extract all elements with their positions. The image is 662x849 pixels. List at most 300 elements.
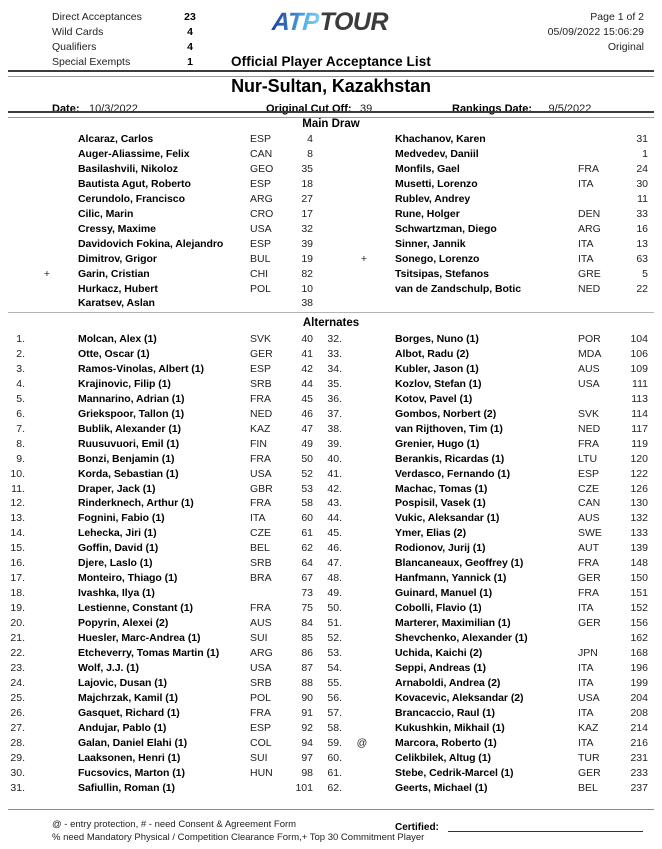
player-country: ESP (250, 177, 272, 190)
player-row (0, 782, 662, 797)
player-index: 25. (10, 691, 25, 704)
player-country: SUI (250, 751, 268, 764)
player-country: FRA (250, 602, 271, 615)
player-index: 33. (327, 347, 342, 360)
player-rank: 120 (630, 452, 648, 465)
player-index: 42. (327, 482, 342, 495)
player-row (0, 297, 662, 312)
player-name: Wolf, J.J. (1) (78, 661, 139, 674)
player-index: 27. (10, 721, 25, 734)
player-index: 59. (327, 736, 342, 749)
player-country: POR (578, 333, 601, 345)
player-row (0, 133, 662, 148)
player-rank: 82 (301, 267, 313, 280)
player-index: 8. (16, 437, 25, 450)
revision-label: Original (607, 41, 644, 53)
player-country: USA (250, 222, 272, 235)
player-country: ESP (250, 362, 272, 375)
player-rank: 104 (630, 333, 648, 345)
player-rank: 85 (301, 632, 313, 644)
player-index: 60. (327, 751, 342, 764)
stat-label-direct-acceptances: Direct Acceptances (52, 11, 142, 23)
player-rank: 101 (295, 781, 313, 794)
player-row (0, 408, 662, 423)
player-rank: 38 (301, 297, 313, 310)
player-rank: 30 (636, 177, 648, 190)
player-index: 39. (327, 437, 342, 450)
player-index: 53. (327, 646, 342, 659)
section-header-alternates: Alternates (302, 317, 360, 329)
certified-label: Certified: (395, 822, 439, 833)
player-rank: 162 (630, 632, 648, 644)
stat-value-direct-acceptances: 23 (184, 11, 196, 23)
player-name: Ivashka, Ilya (1) (78, 587, 155, 600)
logo-atp-text: ATP (271, 7, 320, 36)
player-country: GEO (250, 162, 274, 175)
player-index: 10. (10, 467, 25, 480)
player-index: 51. (327, 617, 342, 630)
player-index: 35. (327, 377, 342, 390)
player-name: Medvedev, Daniil (395, 147, 479, 160)
player-name: Etcheverry, Tomas Martin (1) (78, 646, 220, 659)
player-index: 3. (16, 362, 25, 375)
player-name: Griekspoor, Tallon (1) (78, 407, 185, 420)
player-country: USA (578, 377, 600, 390)
player-name: Geerts, Michael (1) (395, 781, 488, 794)
player-index: 43. (327, 497, 342, 510)
player-rank: 47 (301, 422, 313, 435)
player-name: Schwartzman, Diego (395, 222, 497, 235)
player-country: FRA (578, 557, 599, 570)
player-name: Kukushkin, Mikhail (1) (395, 721, 505, 734)
player-row (0, 752, 662, 767)
player-rank: 17 (301, 207, 313, 220)
player-name: Lestienne, Constant (1) (78, 602, 193, 615)
player-rank: 24 (636, 162, 648, 175)
player-country: CZE (250, 527, 271, 540)
player-country: USA (250, 661, 272, 674)
player-country: MDA (578, 347, 602, 360)
player-country: BEL (578, 781, 598, 794)
player-name: Gasquet, Richard (1) (78, 706, 180, 719)
player-country: BUL (250, 252, 271, 265)
player-country: BEL (250, 542, 270, 555)
player-country: SVK (250, 333, 272, 345)
player-rank: 109 (630, 362, 648, 375)
player-country: FRA (578, 437, 599, 450)
player-country: SUI (250, 632, 268, 644)
player-name: Rune, Holger (395, 207, 460, 220)
player-row (0, 632, 662, 647)
section-header-main-draw: Main Draw (302, 118, 360, 130)
player-country: KAZ (578, 721, 599, 734)
player-row (0, 662, 662, 677)
player-name: Seppi, Andreas (1) (395, 661, 486, 674)
player-country: SVK (578, 407, 600, 420)
player-name: Laaksonen, Henri (1) (78, 751, 181, 764)
player-index: 29. (10, 751, 25, 764)
player-name: Davidovich Fokina, Alejandro (78, 237, 224, 250)
player-rank: 130 (630, 497, 648, 510)
player-rank: 63 (636, 252, 648, 265)
player-rank: 19 (301, 252, 313, 265)
player-name: Alcaraz, Carlos (78, 133, 154, 145)
player-rank: 44 (301, 377, 313, 390)
player-rank: 168 (630, 646, 648, 659)
player-rank: 94 (301, 736, 313, 749)
player-rank: 13 (636, 237, 648, 250)
player-row (0, 587, 662, 602)
player-country: ITA (578, 736, 594, 749)
player-name: Bautista Agut, Roberto (78, 177, 191, 190)
player-index: 7. (16, 422, 25, 435)
player-name: Garin, Cristian (78, 267, 150, 280)
player-row (0, 223, 662, 238)
player-rank: 148 (630, 557, 648, 570)
player-row (0, 647, 662, 662)
player-row (0, 512, 662, 527)
player-index: 49. (327, 587, 342, 600)
player-rank: 18 (301, 177, 313, 190)
player-rank: 92 (301, 721, 313, 734)
player-name: Bublik, Alexander (1) (78, 422, 182, 435)
player-name: Kubler, Jason (1) (395, 362, 479, 375)
player-name: Borges, Nuno (1) (395, 333, 479, 345)
player-name: Basilashvili, Nikoloz (78, 162, 178, 175)
player-rank: 16 (636, 222, 648, 235)
player-country: HUN (250, 766, 273, 779)
player-country: NED (578, 282, 601, 295)
player-name: Hurkacz, Hubert (78, 282, 158, 295)
player-row (0, 483, 662, 498)
player-index: 30. (10, 766, 25, 779)
player-row (0, 148, 662, 163)
player-country: ARG (578, 222, 601, 235)
player-rank: 150 (630, 572, 648, 585)
player-rank: 1 (642, 147, 648, 160)
player-name: Rodionov, Jurij (1) (395, 542, 486, 555)
player-row (0, 178, 662, 193)
player-index: 23. (10, 661, 25, 674)
player-row (0, 542, 662, 557)
player-name: Celikbilek, Altug (1) (395, 751, 491, 764)
player-country: CAN (578, 497, 601, 510)
player-country: AUS (578, 512, 600, 525)
player-rank: 73 (301, 587, 313, 600)
player-row (0, 617, 662, 632)
player-country: CRO (250, 207, 274, 220)
player-country: CAN (250, 147, 273, 160)
rule-above-footer (8, 809, 654, 810)
player-rank: 119 (631, 437, 648, 450)
player-name: van Rijthoven, Tim (1) (395, 422, 503, 435)
player-rank: 32 (301, 222, 313, 235)
player-rank: 98 (301, 766, 313, 779)
player-country: GER (250, 347, 273, 360)
player-country: SWE (578, 527, 602, 540)
player-name: Albot, Radu (2) (395, 347, 469, 360)
player-name: Lajovic, Dusan (1) (78, 676, 167, 689)
player-name: Hanfmann, Yannick (1) (395, 572, 507, 585)
player-name: Galan, Daniel Elahi (1) (78, 736, 188, 749)
player-rank: 10 (301, 282, 313, 295)
player-country: ARG (250, 192, 273, 205)
player-rank: 86 (301, 646, 313, 659)
player-name: Grenier, Hugo (1) (395, 437, 480, 450)
player-rank: 11 (637, 192, 648, 205)
player-row (0, 283, 662, 298)
player-country: ITA (578, 676, 594, 689)
player-name: Krajinovic, Filip (1) (78, 377, 171, 390)
player-name: Stebe, Cedrik-Marcel (1) (395, 766, 514, 779)
player-name: Blancaneaux, Geoffrey (1) (395, 557, 524, 570)
player-rank: 31 (636, 133, 648, 145)
player-index: 17. (10, 572, 25, 585)
player-rank: 50 (301, 452, 313, 465)
player-country: ITA (578, 177, 594, 190)
player-name: Marcora, Roberto (1) (395, 736, 497, 749)
player-country: COL (250, 736, 272, 749)
player-name: Ymer, Elias (2) (395, 527, 467, 540)
player-country: TUR (578, 751, 600, 764)
player-name: Lehecka, Jiri (1) (78, 527, 157, 540)
player-country: SRB (250, 377, 272, 390)
player-rank: 27 (301, 192, 313, 205)
player-rank: 237 (630, 781, 648, 794)
player-row (0, 527, 662, 542)
footer-legend-line-2: % need Mandatory Physical / Competition Clearance Form,+ Top 30 Commitment Player (52, 832, 425, 843)
player-country: ARG (250, 646, 273, 659)
player-country: FRA (578, 587, 599, 600)
official-title: Official Player Acceptance List (231, 54, 431, 69)
player-name: Otte, Oscar (1) (78, 347, 150, 360)
player-rank: 8 (307, 147, 313, 160)
player-name: Gombos, Norbert (2) (395, 407, 497, 420)
player-index: 50. (327, 602, 342, 615)
player-row (0, 253, 662, 268)
player-country: GER (578, 766, 601, 779)
player-marker: + (360, 252, 368, 265)
player-row (0, 557, 662, 572)
player-name: Popyrin, Alexei (2) (78, 617, 169, 630)
player-row (0, 163, 662, 178)
player-rank: 90 (301, 691, 313, 704)
player-name: Andujar, Pablo (1) (78, 721, 167, 734)
player-index: 18. (10, 587, 25, 600)
player-country: ESP (578, 467, 600, 480)
player-name: Verdasco, Fernando (1) (395, 467, 511, 480)
player-rank: 208 (630, 706, 648, 719)
player-name: Monfils, Gael (395, 162, 460, 175)
player-country: NED (250, 407, 273, 420)
player-marker: @ (356, 736, 368, 749)
player-name: Sonego, Lorenzo (395, 252, 480, 265)
player-index: 61. (327, 766, 342, 779)
player-country: FRA (250, 706, 271, 719)
player-index: 32. (327, 333, 342, 345)
player-country: ITA (578, 602, 594, 615)
player-index: 56. (327, 691, 342, 704)
player-country: ITA (578, 252, 594, 265)
player-country: GRE (578, 267, 601, 280)
player-rank: 61 (301, 527, 313, 540)
player-name: Khachanov, Karen (395, 133, 486, 145)
player-name: Auger-Aliassime, Felix (78, 147, 190, 160)
player-index: 38. (327, 422, 342, 435)
player-country: GER (578, 617, 601, 630)
player-country: ESP (250, 721, 272, 734)
player-rank: 35 (301, 162, 313, 175)
generated-timestamp: 05/09/2022 15:06:29 (547, 26, 644, 38)
player-country: FRA (250, 392, 271, 405)
player-index: 9. (16, 452, 25, 465)
player-rank: 58 (301, 497, 313, 510)
player-index: 45. (327, 527, 342, 540)
player-country: FRA (250, 452, 271, 465)
player-rank: 114 (631, 407, 648, 420)
player-row (0, 268, 662, 283)
player-row (0, 602, 662, 617)
stat-label-special-exempts: Special Exempts (52, 56, 131, 68)
player-name: Uchida, Kaichi (2) (395, 646, 483, 659)
player-name: Fognini, Fabio (1) (78, 512, 165, 525)
player-marker: + (43, 267, 51, 280)
stat-value-special-exempts: 1 (187, 56, 193, 68)
player-index: 44. (327, 512, 342, 525)
player-rank: 126 (630, 482, 648, 495)
player-index: 28. (10, 736, 25, 749)
player-index: 46. (327, 542, 342, 555)
player-name: Mannarino, Adrian (1) (78, 392, 185, 405)
player-index: 34. (327, 362, 342, 375)
player-row (0, 423, 662, 438)
player-index: 5. (16, 392, 25, 405)
player-rank: 39 (301, 237, 313, 250)
player-rank: 46 (301, 407, 313, 420)
player-index: 12. (10, 497, 25, 510)
player-name: Goffin, David (1) (78, 542, 159, 555)
player-name: Safiullin, Roman (1) (78, 781, 176, 794)
player-row (0, 468, 662, 483)
rule-under-date (8, 111, 654, 118)
player-country: ITA (578, 706, 594, 719)
player-name: Monteiro, Thiago (1) (78, 572, 178, 585)
player-name: Cobolli, Flavio (1) (395, 602, 482, 615)
player-row (0, 393, 662, 408)
player-index: 22. (10, 646, 25, 659)
player-name: Karatsev, Aslan (78, 297, 155, 310)
player-name: Kovacevic, Aleksandar (2) (395, 691, 524, 704)
player-rank: 67 (301, 572, 313, 585)
player-row (0, 453, 662, 468)
player-country: NED (578, 422, 601, 435)
player-name: Musetti, Lorenzo (395, 177, 478, 190)
player-country: ITA (250, 512, 266, 525)
player-rank: 40 (301, 333, 313, 345)
player-rank: 75 (301, 602, 313, 615)
atp-tour-logo (272, 9, 388, 35)
cutoff-label: Original Cut Off: (266, 103, 352, 115)
player-rank: 132 (630, 512, 648, 525)
player-index: 2. (16, 347, 25, 360)
player-name: Brancaccio, Raul (1) (395, 706, 495, 719)
player-name: Cressy, Maxime (78, 222, 156, 235)
player-name: Djere, Laslo (1) (78, 557, 153, 570)
player-index: 48. (327, 572, 342, 585)
player-rank: 111 (632, 377, 648, 390)
player-row (0, 208, 662, 223)
player-index: 31. (10, 781, 25, 794)
logo-tour-text: TOUR (319, 7, 389, 36)
player-index: 58. (327, 721, 342, 734)
player-index: 47. (327, 557, 342, 570)
player-index: 19. (10, 602, 25, 615)
player-country: LTU (578, 452, 598, 465)
player-name: Marterer, Maximilian (1) (395, 617, 511, 630)
player-rank: 33 (636, 207, 648, 220)
player-name: Kozlov, Stefan (1) (395, 377, 482, 390)
player-rank: 45 (301, 392, 313, 405)
player-rank: 84 (301, 617, 313, 630)
player-country: AUS (250, 617, 272, 630)
player-rank: 152 (630, 602, 648, 615)
player-rank: 106 (630, 347, 648, 360)
player-name: Draper, Jack (1) (78, 482, 156, 495)
player-rank: 204 (630, 691, 648, 704)
player-rank: 214 (630, 721, 648, 734)
date-value: 10/3/2022 (88, 103, 138, 115)
player-index: 1. (16, 333, 25, 345)
player-country: GER (578, 572, 601, 585)
player-name: Berankis, Ricardas (1) (395, 452, 505, 465)
player-row (0, 193, 662, 208)
player-row (0, 692, 662, 707)
player-country: KAZ (250, 422, 271, 435)
player-country: FIN (250, 437, 267, 450)
player-country: POL (250, 282, 272, 295)
player-country: FRA (250, 497, 271, 510)
player-name: Bonzi, Benjamin (1) (78, 452, 175, 465)
player-country: FRA (578, 162, 599, 175)
player-rank: 91 (301, 706, 313, 719)
player-rank: 52 (301, 467, 313, 480)
player-row (0, 497, 662, 512)
player-row (0, 438, 662, 453)
player-rank: 117 (631, 422, 648, 435)
player-rank: 196 (630, 661, 648, 674)
tournament-title: Nur-Sultan, Kazakhstan (231, 76, 431, 96)
player-country: SRB (250, 676, 272, 689)
player-index: 41. (327, 467, 342, 480)
player-country: ESP (250, 237, 272, 250)
player-name: Pospisil, Vasek (1) (395, 497, 486, 510)
player-country: GBR (250, 482, 273, 495)
player-row (0, 572, 662, 587)
player-country: ESP (250, 133, 272, 145)
player-rank: 122 (630, 467, 648, 480)
player-name: Fucsovics, Marton (1) (78, 766, 185, 779)
player-country: SRB (250, 557, 272, 570)
player-name: Guinard, Manuel (1) (395, 587, 493, 600)
player-rank: 216 (630, 736, 648, 749)
player-country: JPN (578, 646, 598, 659)
stat-label-qualifiers: Qualifiers (52, 41, 97, 53)
player-name: Dimitrov, Grigor (78, 252, 157, 265)
player-name: Cilic, Marin (78, 207, 134, 220)
date-label: Date: (52, 103, 80, 115)
player-index: 15. (10, 542, 25, 555)
player-country: CZE (578, 482, 599, 495)
